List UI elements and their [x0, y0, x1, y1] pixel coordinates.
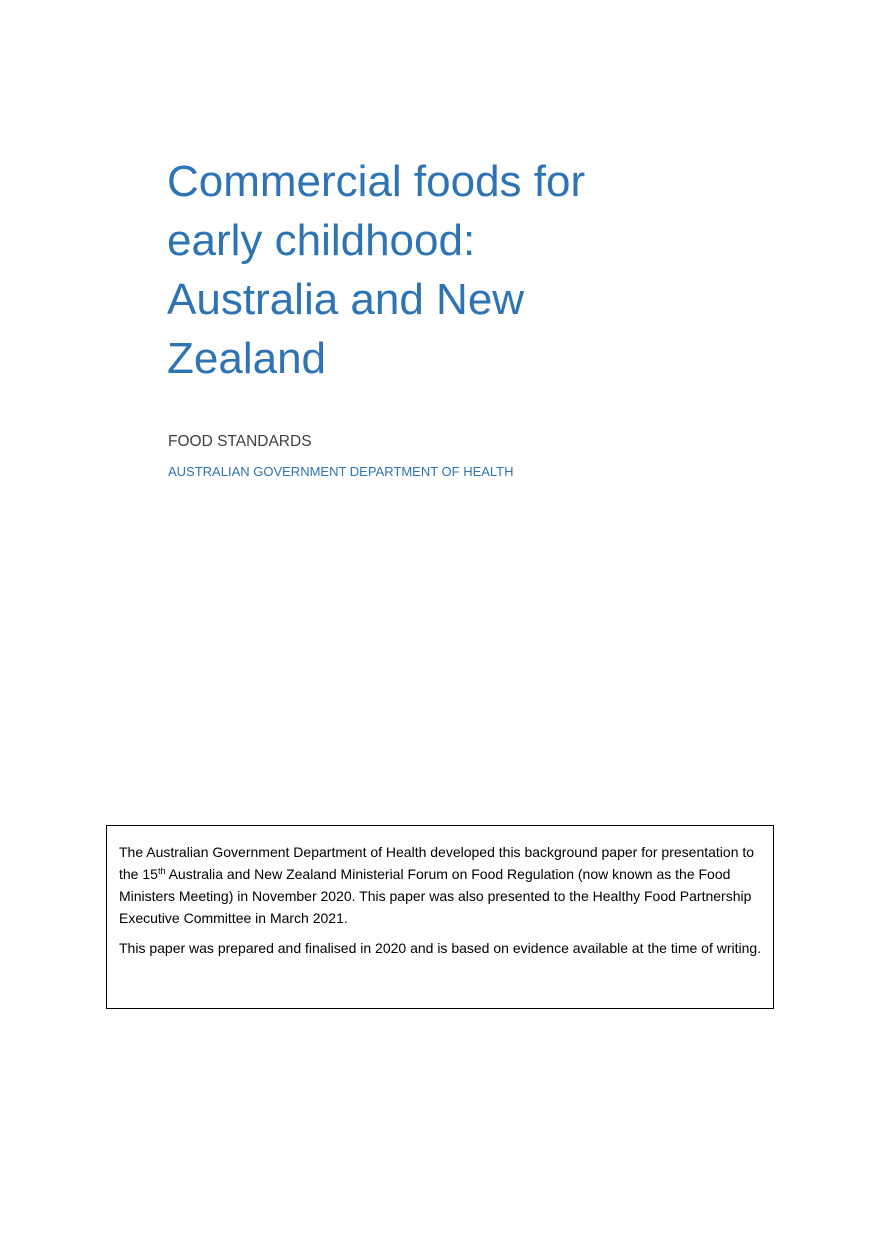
document-title-line: Zealand [167, 334, 327, 383]
document-title [167, 152, 727, 388]
notice-paragraph-1-text-b: Australia and New Zealand Ministerial Forum on Food Regulation (now known as the Food Ministers Meeting) in November 2020. This paper was also presented to the Healthy Food Partnership Executive Committee in March 2021. [119, 866, 752, 926]
notice-paragraph-2: This paper was prepared and finalised in 2020 and is based on evidence available at the time of writing. [119, 940, 762, 956]
document-title-line: Commercial foods for [167, 157, 586, 206]
notice-box [106, 825, 774, 1009]
document-title-line: Australia and New [167, 275, 525, 324]
notice-paragraph-1-text-a: The Australian Government Department of Health developed this background paper for presentation to the 15 [119, 844, 755, 882]
department-name: AUSTRALIAN GOVERNMENT DEPARTMENT OF HEALTH [168, 464, 514, 479]
notice-paragraph-1 [119, 841, 763, 929]
document-title-line: early childhood: [167, 216, 476, 265]
document-subtitle: FOOD STANDARDS [168, 433, 312, 450]
ordinal-suffix: th [157, 866, 166, 876]
